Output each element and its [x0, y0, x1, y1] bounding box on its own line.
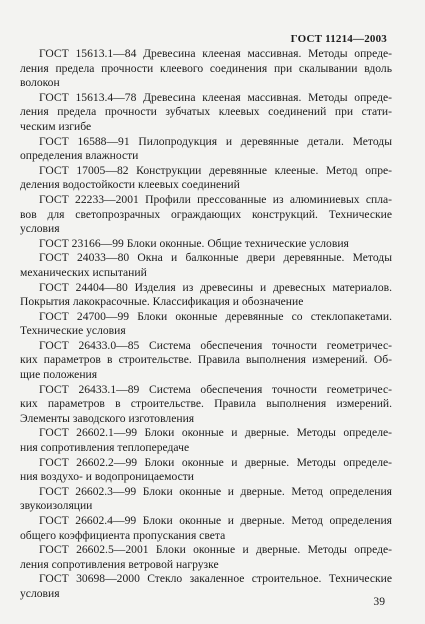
reference-entry [20, 164, 392, 193]
reference-entry [20, 426, 392, 455]
entry-line: ГОСТ 23166—99 Блоки оконные. Общие технические условия [39, 236, 349, 250]
entry-line: ния сопротивления теплопередаче [20, 441, 190, 455]
entry-line: звукоизоляции [20, 499, 93, 513]
entry-line: ГОСТ 17005—82 Конструкции деревянные клееные. Метод опре- [39, 163, 392, 177]
reference-entry [20, 339, 392, 383]
entry-line: ления сопротивления ветровой нагрузке [20, 557, 219, 571]
entry-line: ГОСТ 24700—99 Блоки оконные деревянные со стеклопакетами. [39, 309, 392, 323]
entry-line: Технические условия [20, 324, 126, 338]
reference-entry [20, 47, 392, 91]
entry-line: ГОСТ 26602.2—99 Блоки оконные и дверные. Методы определе- [39, 455, 392, 469]
entry-line: ния воздухо- и водопроницаемости [20, 470, 195, 484]
reference-entry [20, 514, 392, 543]
entry-line: ления предела прочности клеевого соединения при скалывании вдоль [20, 61, 392, 75]
entry-line: Элементы заводского изготовления [20, 411, 195, 425]
entry-line: условия [20, 586, 60, 600]
reference-entry [20, 310, 392, 339]
page-number: 39 [373, 595, 385, 608]
entry-line: ГОСТ 26602.5—2001 Блоки оконные и дверные. Методы опреде- [39, 543, 392, 557]
entry-line: ГОСТ 15613.1—84 Древесина клееная массивная. Методы опреде- [39, 47, 392, 60]
references-list [20, 47, 392, 602]
entry-line: деления водостойкости клеевых соединений [20, 178, 240, 192]
entry-line: щие положения [20, 368, 98, 382]
entry-line: ГОСТ 26602.3—99 Блоки оконные и дверные. Метод определения [39, 484, 392, 498]
reference-entry [20, 281, 392, 310]
entry-line: ГОСТ 24404—80 Изделия из древесины и древесных материалов. [39, 280, 392, 294]
reference-entry [20, 485, 392, 514]
entry-line: волокон [20, 76, 60, 90]
reference-entry [20, 543, 392, 572]
entry-line: ких параметров в строительстве. Правила выполнения измерений. [20, 397, 392, 411]
reference-entry [20, 237, 392, 252]
entry-line: ких параметров в строительстве. Правила выполнения измерений. Об- [20, 353, 392, 367]
entry-line: ГОСТ 24033—80 Окна и балконные двери деревянные. Методы [39, 251, 392, 265]
reference-entry [20, 456, 392, 485]
entry-line: определения влажности [20, 149, 139, 163]
reference-entry [20, 135, 392, 164]
reference-entry [20, 193, 392, 237]
reference-entry [20, 572, 392, 601]
entry-line: общего коэффициента пропускания света [20, 528, 226, 542]
entry-line: ческим изгибе [20, 119, 92, 133]
entry-line: Покрытия лакокрасочные. Классификация и обозначение [20, 295, 304, 309]
entry-line: условия [20, 222, 60, 236]
entry-line: ГОСТ 22233—2001 Профили прессованные из алюминиевых спла- [39, 192, 392, 206]
entry-line: ГОСТ 26433.0—85 Система обеспечения точности геометричес- [39, 338, 392, 352]
reference-entry [20, 91, 392, 135]
entry-line: ГОСТ 15613.4—78 Древесина клееная массивная. Методы опреде- [39, 90, 392, 104]
entry-line: ГОСТ 26602.1—99 Блоки оконные и дверные. Методы определе- [39, 426, 392, 440]
entry-line: ГОСТ 26433.1—89 Система обеспечения точности геометричес- [39, 382, 392, 396]
standard-code-header: ГОСТ 11214—2003 [290, 33, 387, 45]
entry-line: ГОСТ 30698—2000 Стекло закаленное строительное. Технические [39, 572, 392, 586]
entry-line: вов для светопрозрачных ограждающих конструкций. Технические [20, 207, 392, 221]
reference-entry [20, 383, 392, 427]
reference-entry [20, 251, 392, 280]
entry-line: ления предела прочности зубчатых клеевых соединений при стати- [20, 105, 392, 119]
entry-line: ГОСТ 26602.4—99 Блоки оконные и дверные. Метод определения [39, 514, 392, 527]
entry-line: ГОСТ 16588—91 Пилопродукция и деревянные детали. Методы [39, 134, 392, 148]
entry-line: механических испытаний [20, 265, 147, 279]
